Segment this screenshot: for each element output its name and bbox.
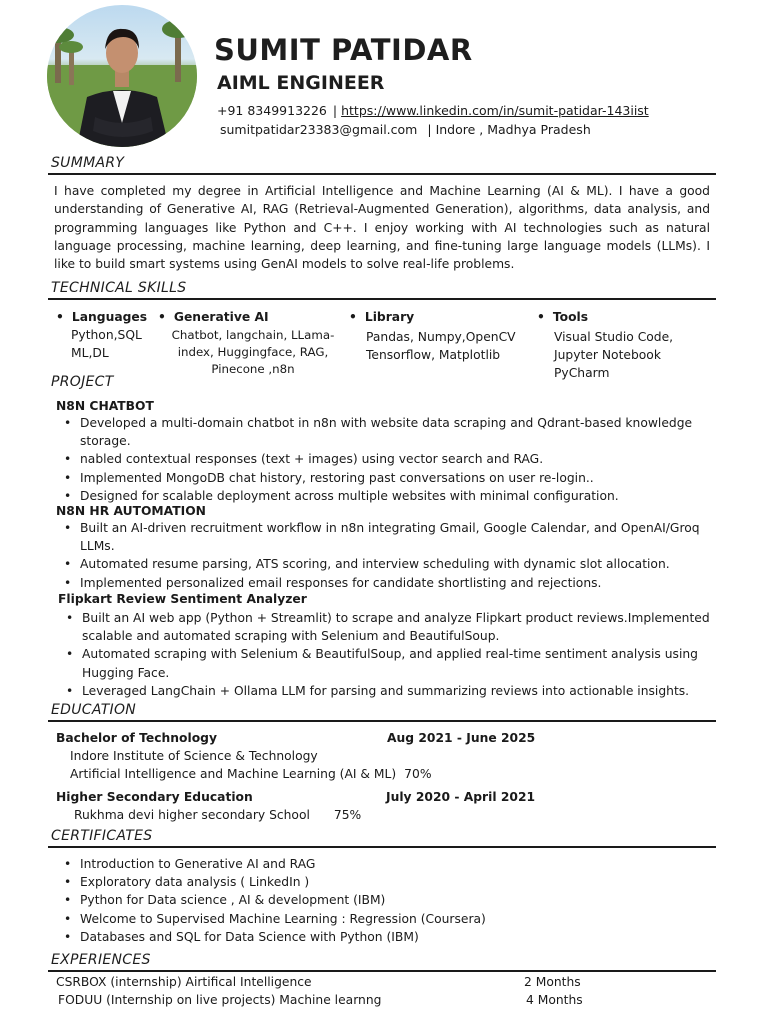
email-address: sumitpatidar23383@gmail.com — [220, 122, 418, 137]
skill-line: Jupyter Notebook — [554, 348, 661, 362]
section-title: CERTIFICATES — [51, 828, 153, 844]
skill-line: Python,SQL — [71, 328, 142, 342]
list-item: • Designed for scalable deployment across multiple websites with minimal configuration. — [62, 487, 712, 505]
skill-group-title: • Tools — [537, 308, 673, 326]
skill-group-languages — [56, 308, 147, 362]
summary-section-header — [48, 155, 716, 175]
list-item: • Welcome to Supervised Machine Learning : Regression (Coursera) — [62, 910, 702, 928]
project-bullets — [62, 519, 712, 592]
contact-line-1 — [217, 103, 649, 118]
skills-section-header — [48, 280, 716, 300]
degree-title: Bachelor of Technology — [56, 731, 217, 745]
project-title: N8N CHATBOT — [56, 399, 154, 413]
field-of-study — [70, 767, 432, 781]
project-title: N8N HR AUTOMATION — [56, 504, 206, 518]
skill-line: PyCharm — [554, 366, 610, 380]
skill-line: ML,DL — [71, 346, 109, 360]
experience-title: FODUU (Internship on live projects) Machine learnng — [58, 993, 382, 1007]
experiences-section-header — [48, 952, 716, 972]
skill-group-title: • Languages — [56, 308, 147, 326]
skill-group-title: • Library — [349, 308, 516, 326]
candidate-name: SUMIT PATIDAR — [214, 33, 473, 67]
linkedin-link[interactable]: https://www.linkedin.com/in/sumit-patidar-143iist — [341, 103, 649, 118]
list-item: • Exploratory data analysis ( LinkedIn ) — [62, 873, 702, 891]
phone-number: +91 8349913226 — [217, 103, 327, 118]
list-item: • Built an AI-driven recruitment workflow in n8n integrating Gmail, Google Calendar, and OpenAI/Groq LLMs. — [62, 519, 712, 555]
project-section-header — [48, 372, 716, 392]
certificates-section-header — [48, 828, 716, 848]
grade: 70% — [404, 767, 432, 781]
degree-dates: July 2020 - April 2021 — [386, 790, 536, 804]
list-item: • Implemented personalized email responses for candidate shortlisting and rejections. — [62, 574, 712, 592]
section-title: TECHNICAL SKILLS — [51, 280, 187, 296]
institution: Indore Institute of Science & Technology — [70, 749, 318, 763]
skill-line: index, Huggingface, RAG, — [177, 345, 329, 359]
separator: | — [332, 103, 338, 118]
skill-line: Pandas, Numpy,OpenCV — [366, 330, 516, 344]
separator: | — [427, 122, 432, 137]
project-bullets — [62, 414, 712, 505]
location: Indore , Madhya Pradesh — [435, 122, 591, 137]
skill-line: Visual Studio Code, — [554, 330, 674, 344]
list-item: • nabled contextual responses (text + images) using vector search and RAG. — [62, 450, 712, 468]
experience-title: CSRBOX (internship) Airtifical Intelligence — [56, 975, 312, 989]
degree-dates: Aug 2021 - June 2025 — [387, 731, 536, 745]
list-item: • Automated resume parsing, ATS scoring, and interview scheduling with dynamic slot allocation. — [62, 555, 712, 573]
list-item: • Developed a multi-domain chatbot in n8n with website data scraping and Qdrant-based knowledge storage. — [62, 414, 712, 450]
skill-line: Chatbot, langchain, LLama- — [171, 328, 335, 342]
list-item: • Databases and SQL for Data Science with Python (IBM) — [62, 928, 702, 946]
institution — [74, 808, 361, 822]
skill-group-tools — [537, 308, 673, 382]
list-item: • Python for Data science , AI & development (IBM) — [62, 891, 702, 909]
project-bullets — [64, 609, 714, 700]
school-name: Rukhma devi higher secondary School — [74, 808, 310, 822]
section-title: SUMMARY — [51, 155, 125, 171]
skill-line: Pinecone ,n8n — [211, 362, 295, 376]
certificate-list — [62, 855, 702, 946]
skill-line: Tensorflow, Matplotlib — [366, 348, 501, 362]
grade: 75% — [333, 808, 362, 822]
section-title: PROJECT — [51, 374, 114, 390]
section-title: EXPERIENCES — [51, 952, 151, 968]
list-item: • Built an AI web app (Python + Streamlit) to scrape and analyze Flipkart product reviews.Implemented scalable and automated scraping with Selenium and BeautifulSoup. — [64, 609, 714, 645]
profile-photo — [47, 5, 197, 147]
field-name: Artificial Intelligence and Machine Learning (AI & ML) — [70, 767, 397, 781]
list-item: • Introduction to Generative AI and RAG — [62, 855, 702, 873]
job-title: AIML ENGINEER — [217, 72, 385, 94]
section-title: EDUCATION — [51, 702, 137, 718]
list-item: • Implemented MongoDB chat history, restoring past conversations on user re-login.. — [62, 469, 712, 487]
contact-line-2 — [220, 122, 591, 137]
skill-group-title: • Generative AI — [158, 308, 348, 326]
list-item: • Leveraged LangChain + Ollama LLM for parsing and summarizing reviews into actionable insights. — [64, 682, 714, 700]
education-section-header — [48, 702, 716, 722]
degree-title: Higher Secondary Education — [56, 790, 253, 804]
experience-duration: 2 Months — [524, 975, 581, 989]
list-item: • Automated scraping with Selenium & BeautifulSoup, and applied real-time sentiment analysis using Hugging Face. — [64, 645, 714, 681]
project-title: Flipkart Review Sentiment Analyzer — [58, 592, 307, 606]
summary-text: I have completed my degree in Artificial Intelligence and Machine Learning (AI & ML). I have a good understanding of Generative AI, RAG (Retrieval-Augmented Generation), algorithms, data analysis, and programming languages like Python and C++. I enjoy working with AI technologies such as natural language processing, machine learning, deep learning, and fine-tuning large language models (LLMs). I like to build smart systems using GenAI models to solve real-life problems. — [54, 184, 710, 272]
skill-group-generative-ai — [158, 308, 348, 378]
experience-duration: 4 Months — [526, 993, 583, 1007]
skill-group-library — [349, 308, 516, 364]
